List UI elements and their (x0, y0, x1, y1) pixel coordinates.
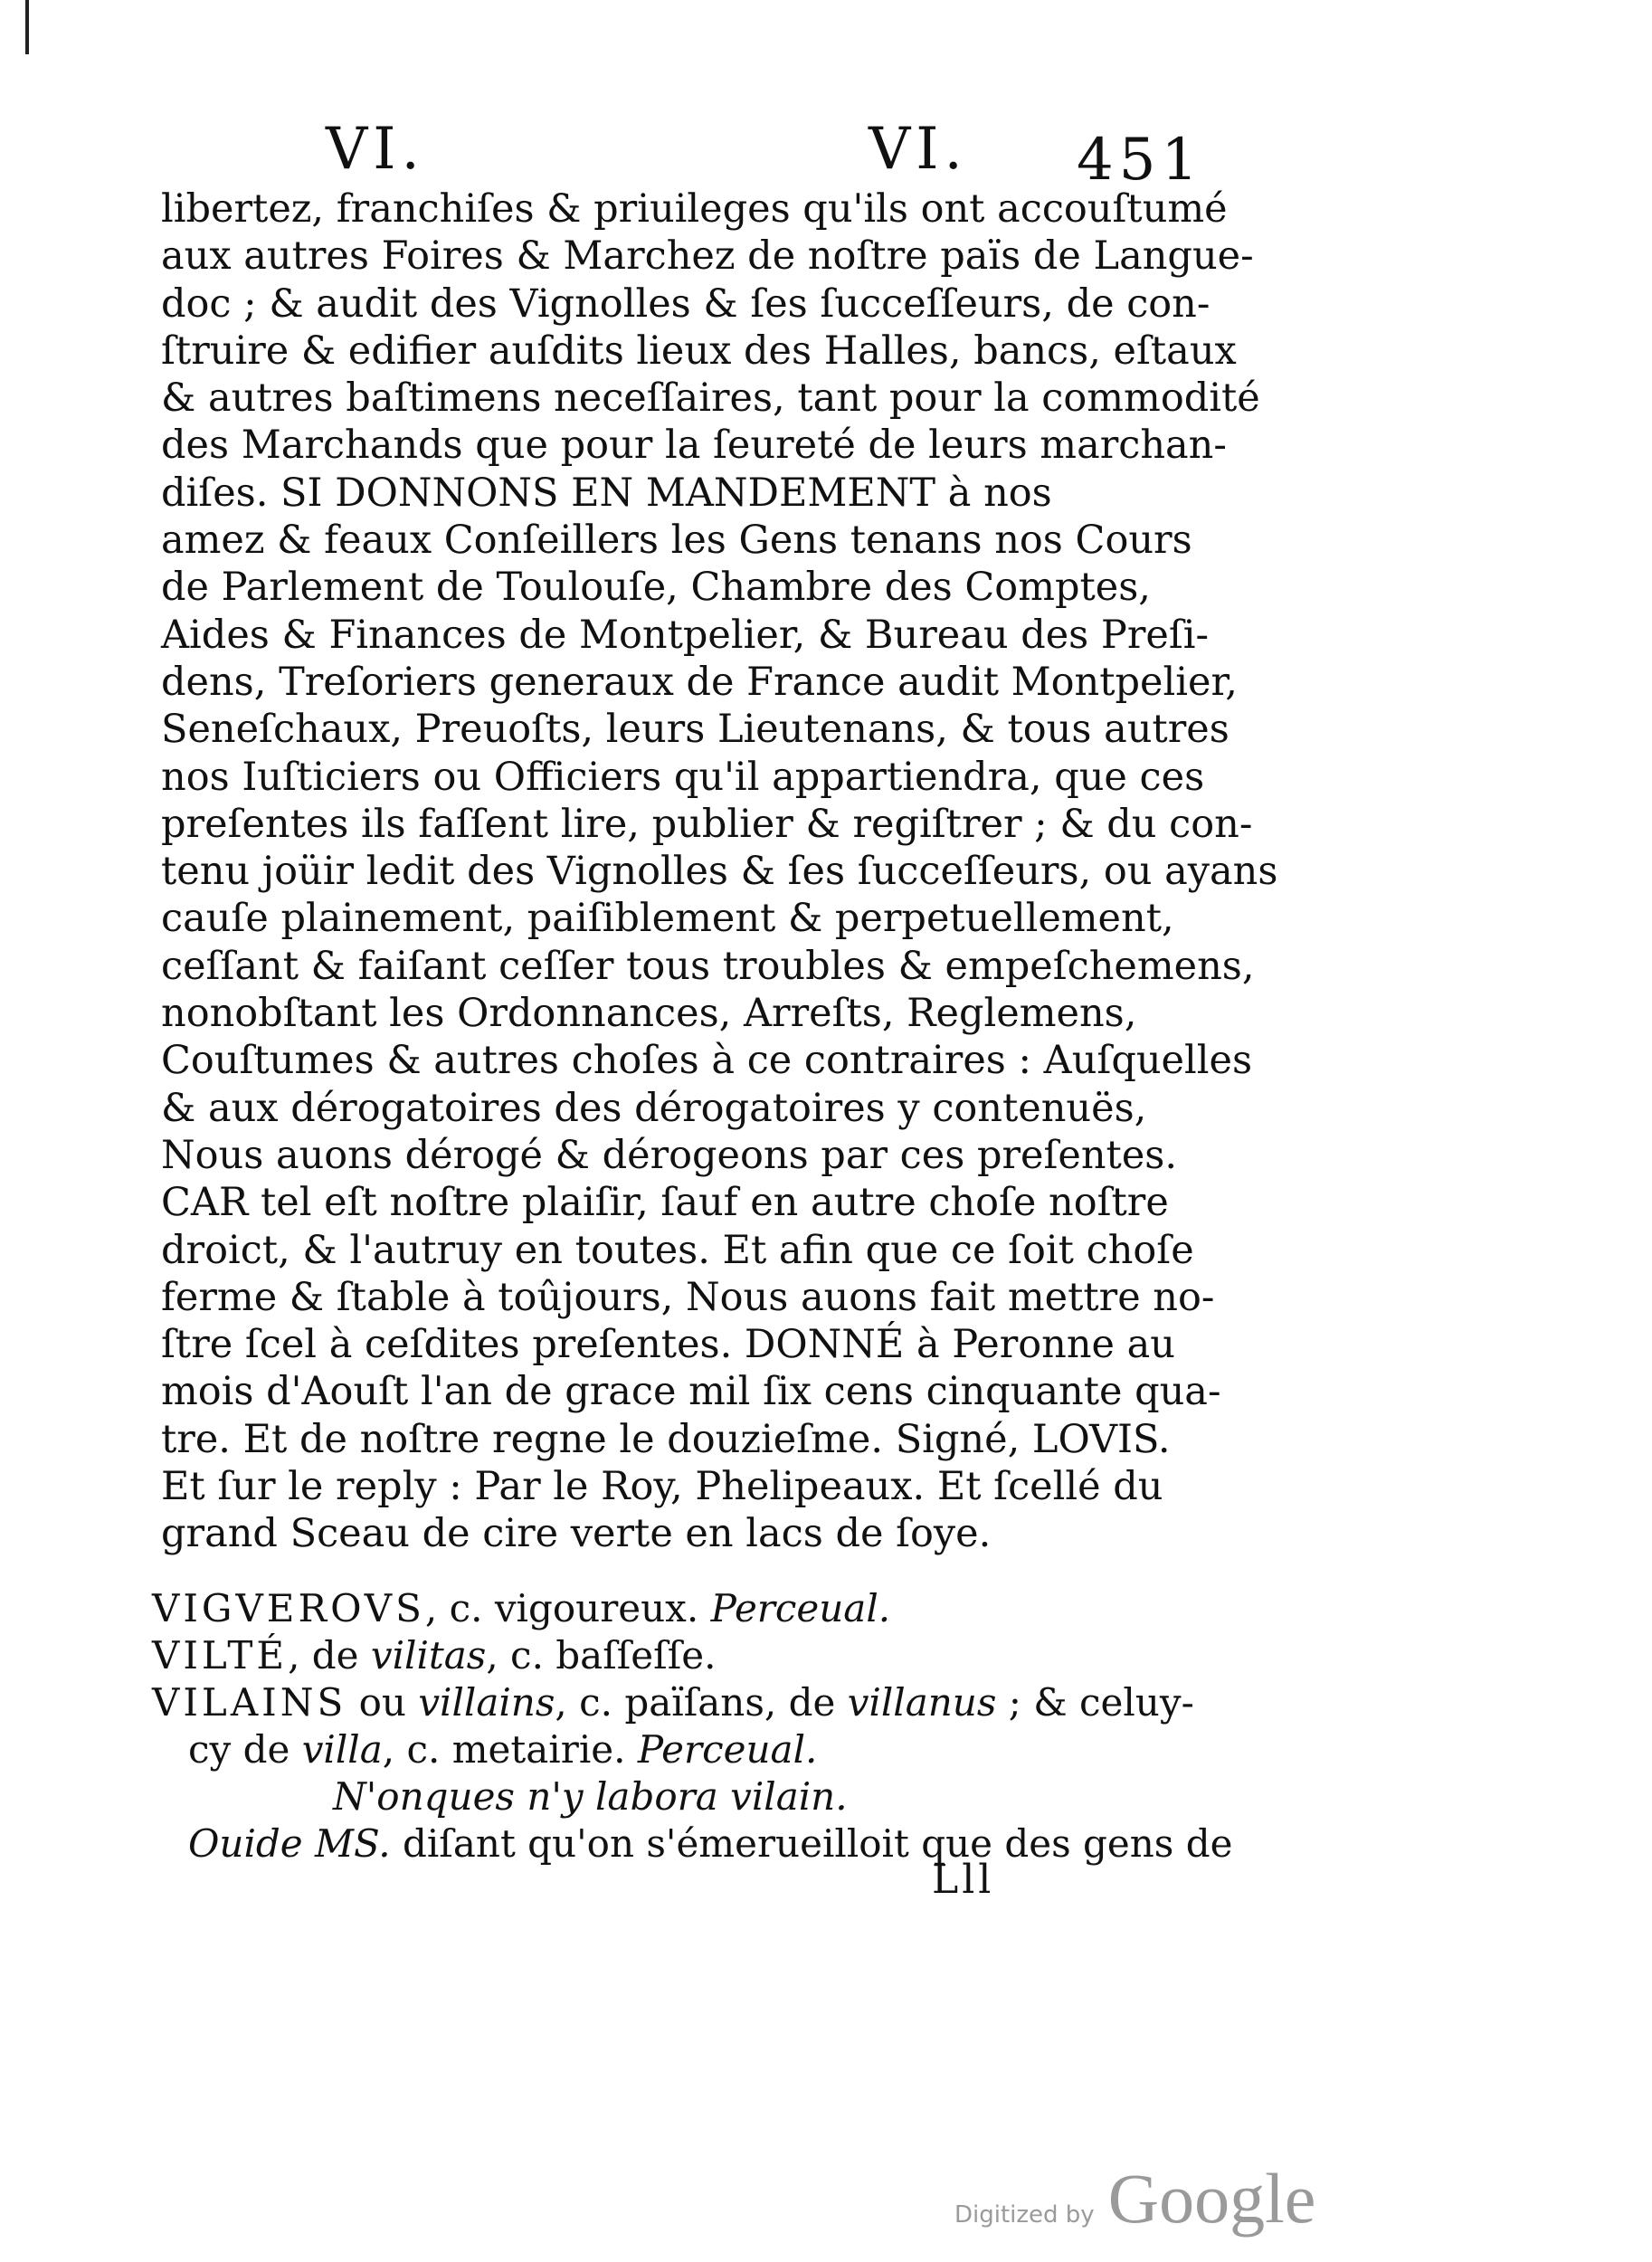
body-line: & autres baſtimens neceſſaires, tant pour la commodité (161, 375, 1260, 422)
body-line: nonobſtant les Ordonnances, Arreſts, Reglemens, (161, 991, 1137, 1037)
entry-source: Perceual. (710, 1586, 891, 1630)
entry-quote: N'onques n'y labora vilain. (333, 1774, 848, 1819)
page-number: 451 (1077, 127, 1204, 194)
entry-text: , c. vigoureux. (424, 1586, 711, 1630)
body-line: Nous auons dérogé & dérogeons par ces preſentes. (161, 1132, 1177, 1178)
entry-vigverovs (152, 1585, 1165, 1632)
body-line: tenu joüir ledit des Vignolles & ſes ſucceſſeurs, ou ayans (161, 849, 1278, 895)
body-line: mois d'Aouſt l'an de grace mil ſix cens cinquante qua- (161, 1369, 1221, 1415)
body-line: diſes. SI DONNONS EN MANDEMENT à nos (161, 470, 1052, 516)
body-line: amez & feaux Conſeillers les Gens tenans nos Cours (161, 518, 1192, 564)
entry-text: , de (288, 1633, 371, 1677)
google-watermark (954, 2158, 1315, 2239)
dictionary-entries (152, 1585, 1233, 1868)
entry-text: cy de (188, 1727, 302, 1772)
signature-mark: Lll (932, 1857, 995, 1903)
entry-vilte (152, 1632, 1165, 1679)
entry-latin: villanus (847, 1680, 997, 1725)
body-line: droict, & l'autruy en toutes. Et afin que ce ſoit choſe (161, 1227, 1194, 1273)
body-line: tre. Et de noſtre regne le douzieſme. Signé, LOVIS. (161, 1416, 1171, 1462)
entry-text: , c. metairie. (382, 1727, 638, 1772)
entry-variant: villains (418, 1680, 555, 1725)
body-line: & aux dérogatoires des dérogatoires y contenuës, (161, 1085, 1147, 1131)
entry-ovide (152, 1820, 1233, 1868)
body-line: ferme & ſtable à toûjours, Nous auons fait mettre no- (161, 1274, 1215, 1320)
entry-text: , c. païſans, de (555, 1680, 848, 1725)
body-paragraph (161, 185, 1278, 1558)
entry-text: ; & celuy- (996, 1680, 1194, 1725)
body-line: des Marchands que pour la ſeureté de leurs marchan- (161, 423, 1227, 469)
body-line: de Parlement de Toulouſe, Chambre des Comptes, (161, 565, 1151, 611)
body-line: cauſe plainement, paiſiblement & perpetuellement, (161, 896, 1174, 942)
entry-latin: villa (301, 1727, 383, 1772)
watermark-small: Digitized by (954, 2201, 1095, 2229)
ovide-text: diſant qu'on s'émerueilloit que des gens de (390, 1821, 1233, 1866)
entry-text: , c. baſſeſſe. (486, 1633, 717, 1677)
body-line: Aides & Finances de Montpelier, & Bureau des Preſi- (161, 612, 1210, 658)
watermark-logo: Google (1107, 2159, 1316, 2238)
body-line: dens, Treſoriers generaux de France audit Montpelier, (161, 659, 1238, 705)
body-line: grand Sceau de cire verte en lacs de ſoye. (161, 1511, 992, 1557)
header-left: VI. (326, 116, 425, 183)
entry-text: ou (347, 1680, 419, 1725)
entry-source: Perceual. (637, 1727, 818, 1772)
entry-headword: VILAINS (152, 1680, 347, 1725)
body-line: preſentes ils faſſent lire, publier & regiſtrer ; & du con- (161, 801, 1253, 847)
body-line: Seneſchaux, Preuoſts, leurs Lieutenans, & tous autres (161, 707, 1230, 753)
entry-continuation (152, 1726, 1165, 1773)
entry-headword: VIGVEROVS (152, 1586, 425, 1630)
body-line: CAR tel eſt noſtre plaiſir, ſauf en autre choſe noſtre (161, 1180, 1169, 1226)
entry-latin: vilitas (370, 1633, 487, 1677)
body-line: doc ; & audit des Vignolles & ſes ſucceſſeurs, de con- (161, 280, 1211, 327)
body-line: Et ſur le reply : Par le Roy, Phelipeaux. Et ſcellé du (161, 1464, 1163, 1510)
body-line: ſtruire & edifier auſdits lieux des Halles, bancs, eſtaux (161, 328, 1237, 374)
body-line: libertez, franchiſes & priuileges qu'ils ont accouſtumé (161, 186, 1228, 232)
page-edge-mark (25, 0, 29, 54)
running-header (326, 116, 1212, 194)
body-line: aux autres Foires & Marchez de noſtre païs de Langue- (161, 233, 1254, 280)
ovide-ref: Ouide MS. (188, 1821, 391, 1866)
entry-vilains (152, 1679, 1194, 1726)
body-line: nos Iuſticiers ou Officiers qu'il appartiendra, que ces (161, 754, 1205, 800)
entry-headword: VILTÉ (152, 1633, 289, 1677)
body-line: ceſſant & faiſant ceſſer tous troubles & empeſchemens, (161, 943, 1255, 989)
header-right: VI. (869, 116, 968, 183)
body-line: ſtre ſcel à ceſdites preſentes. DONNÉ à Peronne au (161, 1322, 1176, 1368)
body-line: Couſtumes & autres choſes à ce contraires : Auſquelles (161, 1038, 1253, 1084)
